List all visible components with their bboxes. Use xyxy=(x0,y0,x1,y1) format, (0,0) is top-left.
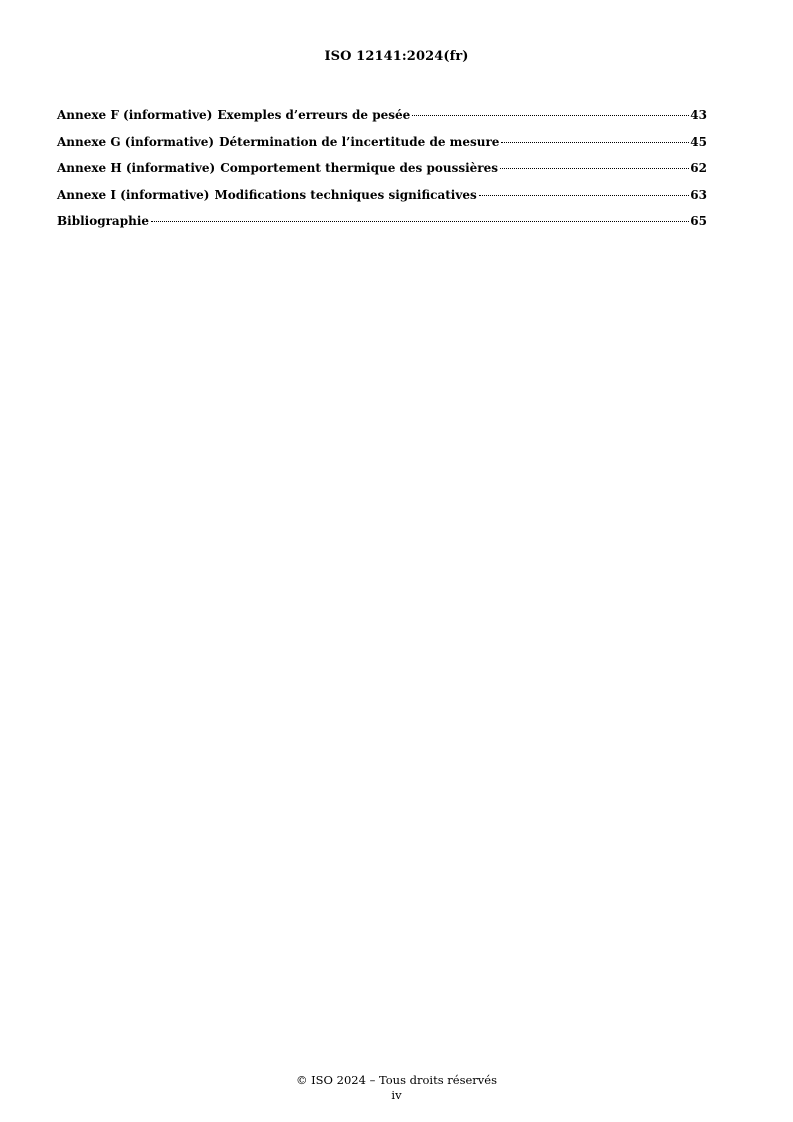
toc-entry-label-group xyxy=(57,105,410,125)
toc-leader-dots xyxy=(151,221,689,222)
toc-entry-label-group xyxy=(57,211,149,231)
page-header xyxy=(0,49,793,64)
toc-entry-label: Annexe I (informative) xyxy=(57,187,210,202)
toc-entry-label: Annexe G (informative) xyxy=(57,134,215,149)
page-number: iv xyxy=(391,1088,402,1102)
toc-entry-title: Exemples d’erreurs de pesée xyxy=(217,108,411,122)
toc-entry-label: Annexe H (informative) xyxy=(57,161,216,175)
toc-entry-title: Détermination de l’incertitude de mesure xyxy=(219,134,500,149)
toc-leader-dots xyxy=(501,142,689,143)
toc-entry-page: 65 xyxy=(690,214,707,228)
toc-leader-dots xyxy=(412,115,689,116)
toc-entry-title: Comportement thermique des poussières xyxy=(220,161,499,175)
toc-entry-title: Modifications techniques significatives xyxy=(214,187,477,202)
toc-entry-label: Annexe F (informative) xyxy=(57,108,213,122)
toc-entry-label-group xyxy=(57,185,477,205)
toc-entry-label-group xyxy=(57,132,499,152)
toc-entry-page: 62 xyxy=(690,161,707,175)
document-id: ISO 12141:2024(fr) xyxy=(324,49,469,64)
toc-entry-annexe-h[interactable] xyxy=(57,158,707,185)
toc-entry-label-group xyxy=(57,158,498,178)
toc-entry-bibliographie[interactable] xyxy=(57,211,707,238)
toc-entry-annexe-i[interactable] xyxy=(57,185,707,212)
toc-entry-label: Bibliographie xyxy=(57,214,150,228)
toc-leader-dots xyxy=(479,195,690,196)
toc-entry-page: 63 xyxy=(690,187,707,202)
table-of-contents xyxy=(57,105,707,238)
page-footer xyxy=(0,1073,793,1103)
toc-entry-annexe-f[interactable] xyxy=(57,105,707,132)
toc-entry-page: 45 xyxy=(690,134,707,149)
copyright-notice: © ISO 2024 – Tous droits réservés xyxy=(295,1073,497,1087)
toc-entry-annexe-g[interactable] xyxy=(57,132,707,159)
toc-leader-dots xyxy=(500,168,689,169)
toc-entry-page: 43 xyxy=(690,108,707,122)
